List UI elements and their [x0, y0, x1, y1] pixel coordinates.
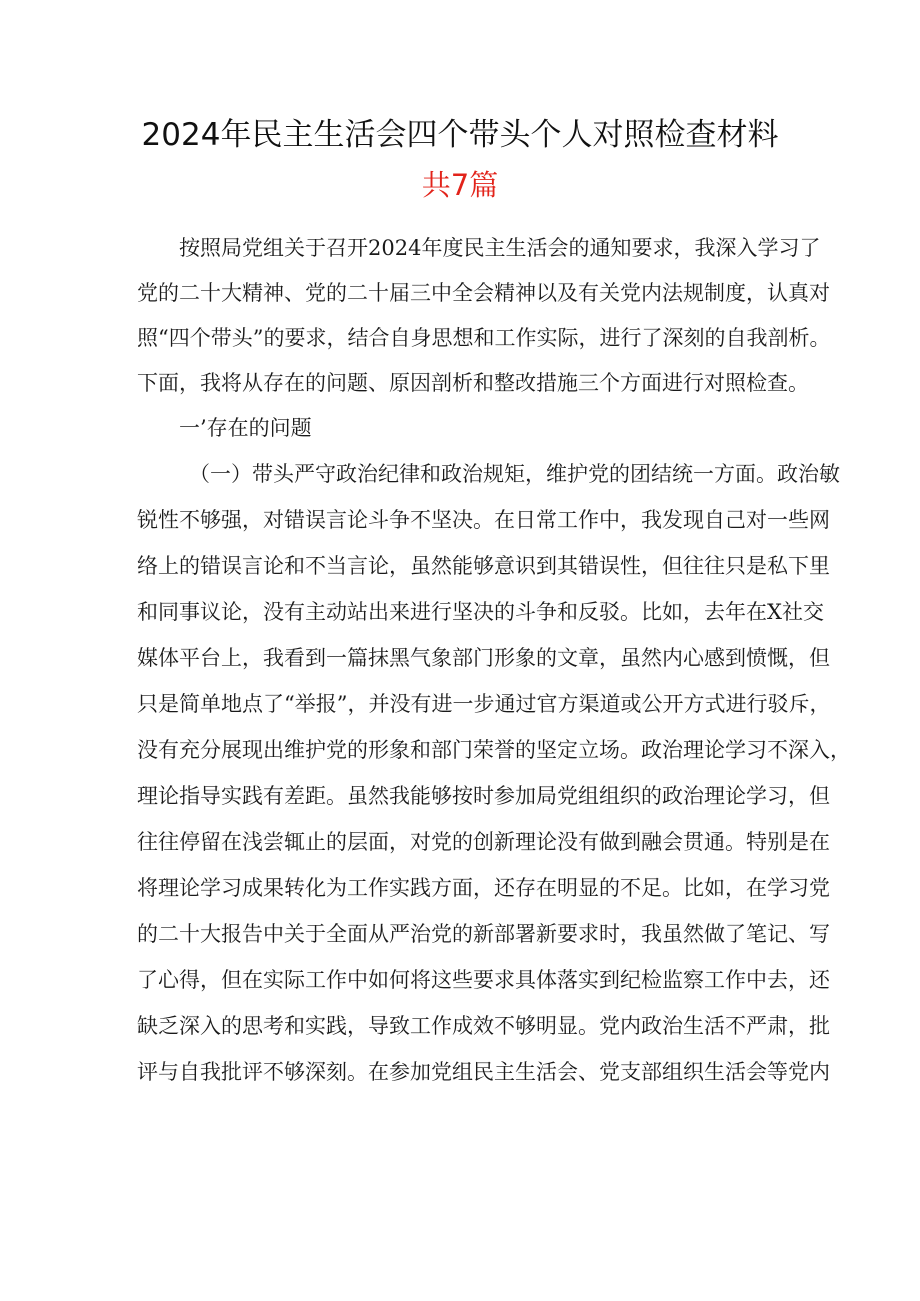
- paragraph-3-line-4: 和同事议论，没有主动站出来进行坚决的斗争和反驳。比如，去年在X社交: [137, 600, 824, 624]
- paragraph-1-line-4: 下面，我将从存在的问题、原因剖析和整改措施三个方面进行对照检查。: [137, 371, 809, 395]
- paragraph-3-line-14: 评与自我批评不够深刻。在参加党组民主生活会、党支部组织生活会等党内: [137, 1060, 830, 1084]
- document-title: 2024年民主生活会四个带头个人对照检查材料: [141, 117, 779, 153]
- section-heading: 一’存在的问题: [179, 416, 312, 440]
- paragraph-3-line-9: 往往停留在浅尝辄止的层面，对党的创新理论没有做到融会贯通。特别是在: [137, 830, 830, 854]
- paragraph-1-line-1: 按照局党组关于召开2024年度民主生活会的通知要求，我深入学习了: [179, 236, 821, 260]
- paragraph-3-line-1: （一）带头严守政治纪律和政治规矩，维护党的团结统一方面。政治敏: [189, 462, 840, 486]
- paragraph-3-line-7: 没有充分展现出维护党的形象和部门荣誉的坚定立场。政治理论学习不深入，: [137, 738, 851, 762]
- paragraph-3-line-3: 络上的错误言论和不当言论，虽然能够意识到其错误性，但往往只是私下里: [137, 554, 830, 578]
- paragraph-3-line-6: 只是简单地点了“举报”，并没有进一步通过官方渠道或公开方式进行驳斥，: [137, 692, 831, 716]
- paragraph-3-line-2: 锐性不够强，对错误言论斗争不坚决。在日常工作中，我发现自己对一些网: [137, 508, 830, 532]
- paragraph-3-line-8: 理论指导实践有差距。虽然我能够按时参加局党组组织的政治理论学习，但: [137, 784, 830, 808]
- paragraph-3-line-5: 媒体平台上，我看到一篇抹黑气象部门形象的文章，虽然内心感到愤慨，但: [137, 646, 830, 670]
- paragraph-3-line-12: 了心得，但在实际工作中如何将这些要求具体落实到纪检监察工作中去，还: [137, 968, 830, 992]
- paragraph-1-line-3: 照“四个带头”的要求，结合自身思想和工作实际，进行了深刻的自我剖析。: [137, 326, 831, 350]
- document-subtitle: 共7篇: [421, 168, 499, 202]
- paragraph-3-line-10: 将理论学习成果转化为工作实践方面，还存在明显的不足。比如，在学习党: [137, 876, 830, 900]
- paragraph-1-line-2: 党的二十大精神、党的二十届三中全会精神以及有关党内法规制度，认真对: [137, 281, 830, 305]
- paragraph-3-line-13: 缺乏深入的思考和实践，导致工作成效不够明显。党内政治生活不严肃，批: [137, 1014, 830, 1038]
- paragraph-3-line-11: 的二十大报告中关于全面从严治党的新部署新要求时，我虽然做了笔记、写: [137, 922, 830, 946]
